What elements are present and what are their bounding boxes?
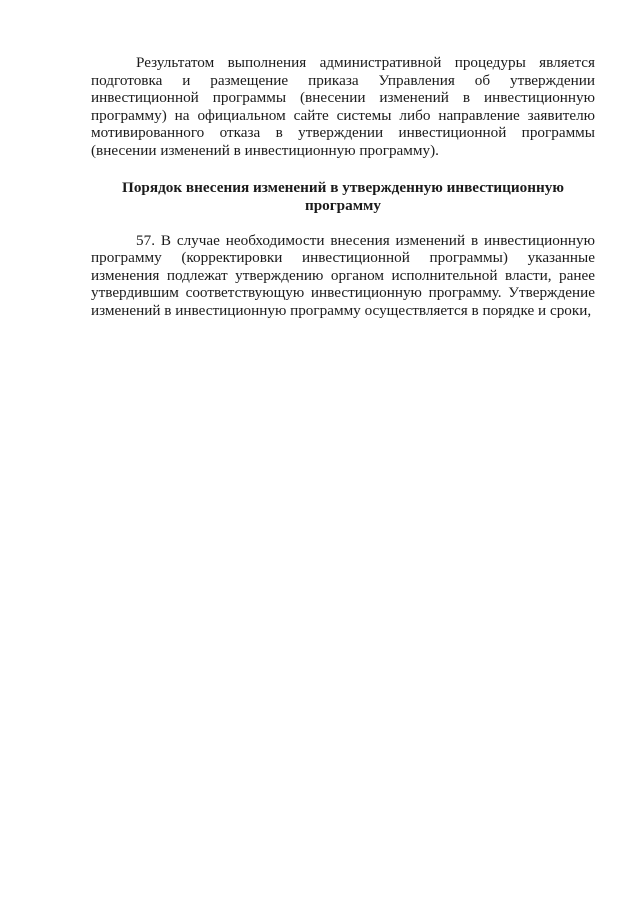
paragraph-57: 57. В случае необходимости внесения изменений в инвестиционную программу (корректировки инвестиционной программы) указанные изменения подлежат утверждению органом исполнительной власти, ранее утвердившим соответствующую инвестиционную программу. Утверждение изменений в инвестиционную программу осуществляется в порядке и сроки, <box>91 231 595 319</box>
section-heading: Порядок внесения изменений в утвержденную инвестиционную программу <box>122 178 564 214</box>
intro-paragraph: Результатом выполнения административной процедуры является подготовка и размещение приказа Управления об утверждении инвестиционной программы (внесении изменений в инвестиционную программу) на официальном сайте системы либо направление заявителю мотивированного отказа в утверждении инвестиционной программы (внесении изменений в инвестиционную программу). <box>91 54 595 159</box>
